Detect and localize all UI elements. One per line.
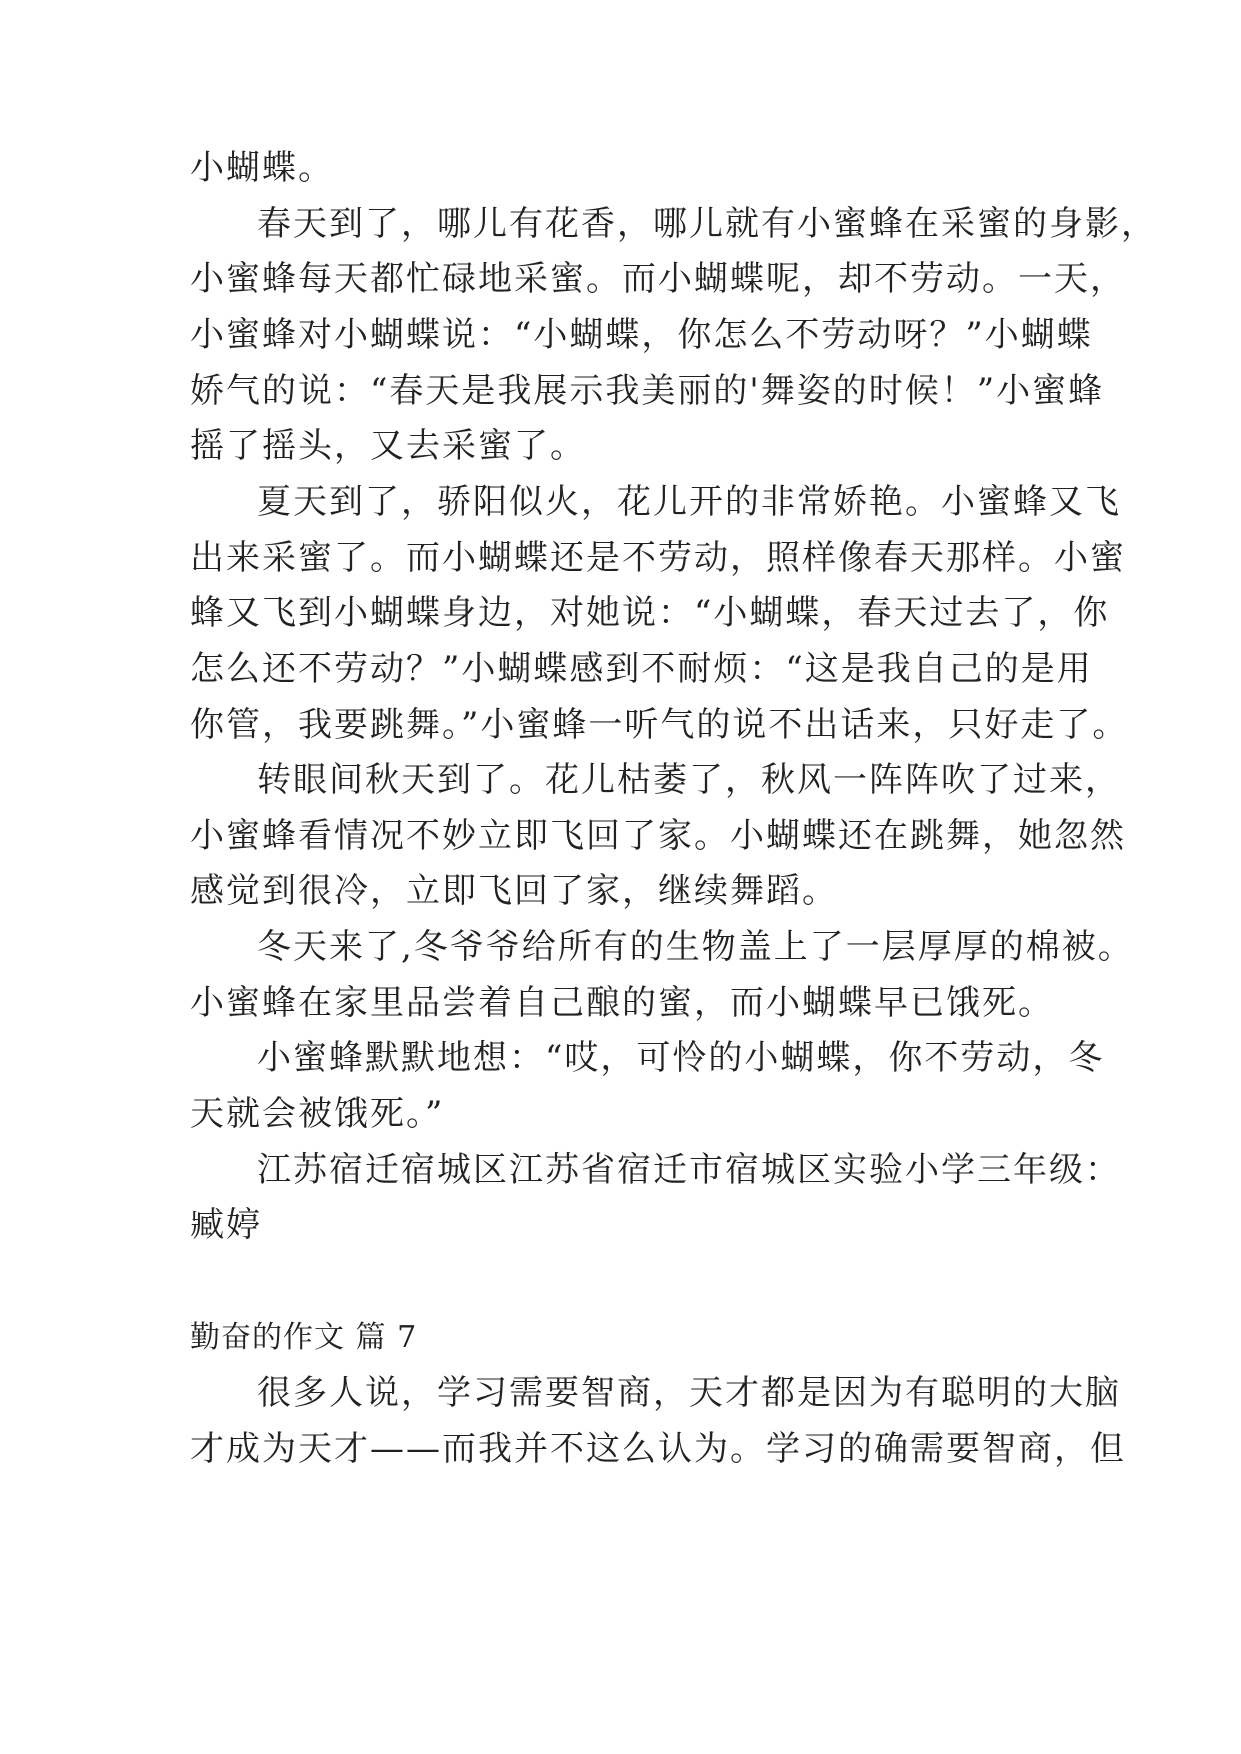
paragraph-line: 小蜜蜂看情况不妙立即飞回了家。小蝴蝶还在跳舞，她忽然	[190, 816, 1126, 856]
paragraph-line: 摇了摇头，又去采蜜了。	[190, 426, 586, 466]
paragraph-line: 春天到了，哪儿有花香，哪儿就有小蜜蜂在采蜜的身影，	[257, 204, 1157, 244]
author-name: 臧婷	[190, 1205, 262, 1245]
paragraph-line: 怎么还不劳动？”小蝴蝶感到不耐烦：“这是我自己的是用	[190, 649, 1093, 689]
paragraph-line: 转眼间秋天到了。花儿枯萎了，秋风一阵阵吹了过来，	[257, 760, 1121, 800]
paragraph-line: 很多人说，学习需要智商，天才都是因为有聪明的大脑	[257, 1373, 1121, 1413]
paragraph-line: 小蜜蜂对小蝴蝶说：“小蝴蝶，你怎么不劳动呀？”小蝴蝶	[190, 315, 1093, 355]
paragraph-line: 才成为天才——而我并不这么认为。学习的确需要智商，但	[190, 1429, 1126, 1469]
paragraph-line: 蜂又飞到小蝴蝶身边，对她说：“小蝴蝶，春天过去了，你	[190, 593, 1110, 633]
paragraph-line: 小蜜蜂每天都忙碌地采蜜。而小蝴蝶呢，却不劳动。一天，	[190, 259, 1126, 299]
paragraph-line: 冬天来了,冬爷爷给所有的生物盖上了一层厚厚的棉被。	[257, 927, 1134, 967]
paragraph-line: 出来采蜜了。而小蝴蝶还是不劳动，照样像春天那样。小蜜	[190, 538, 1126, 578]
paragraph-line: 天就会被饿死。”	[190, 1094, 445, 1134]
paragraph-line: 小蝴蝶。	[190, 148, 334, 188]
paragraph-line: 娇气的说：“春天是我展示我美丽的'舞姿的时候！”小蜜蜂	[190, 371, 1105, 411]
paragraph-line: 小蜜蜂在家里品尝着自己酿的蜜，而小蝴蝶早已饿死。	[190, 983, 1054, 1023]
paragraph-line: 感觉到很冷，立即飞回了家，继续舞蹈。	[190, 871, 838, 911]
section-heading: 勤奋的作文 篇 7	[190, 1320, 418, 1355]
author-line: 江苏宿迁宿城区江苏省宿迁市宿城区实验小学三年级：	[257, 1150, 1121, 1190]
paragraph-line: 夏天到了，骄阳似火，花儿开的非常娇艳。小蜜蜂又飞	[257, 482, 1121, 522]
paragraph-line: 小蜜蜂默默地想：“哎，可怜的小蝴蝶，你不劳动，冬	[257, 1038, 1105, 1078]
paragraph-line: 你管，我要跳舞。”小蜜蜂一听气的说不出话来，只好走了。	[190, 705, 1129, 745]
